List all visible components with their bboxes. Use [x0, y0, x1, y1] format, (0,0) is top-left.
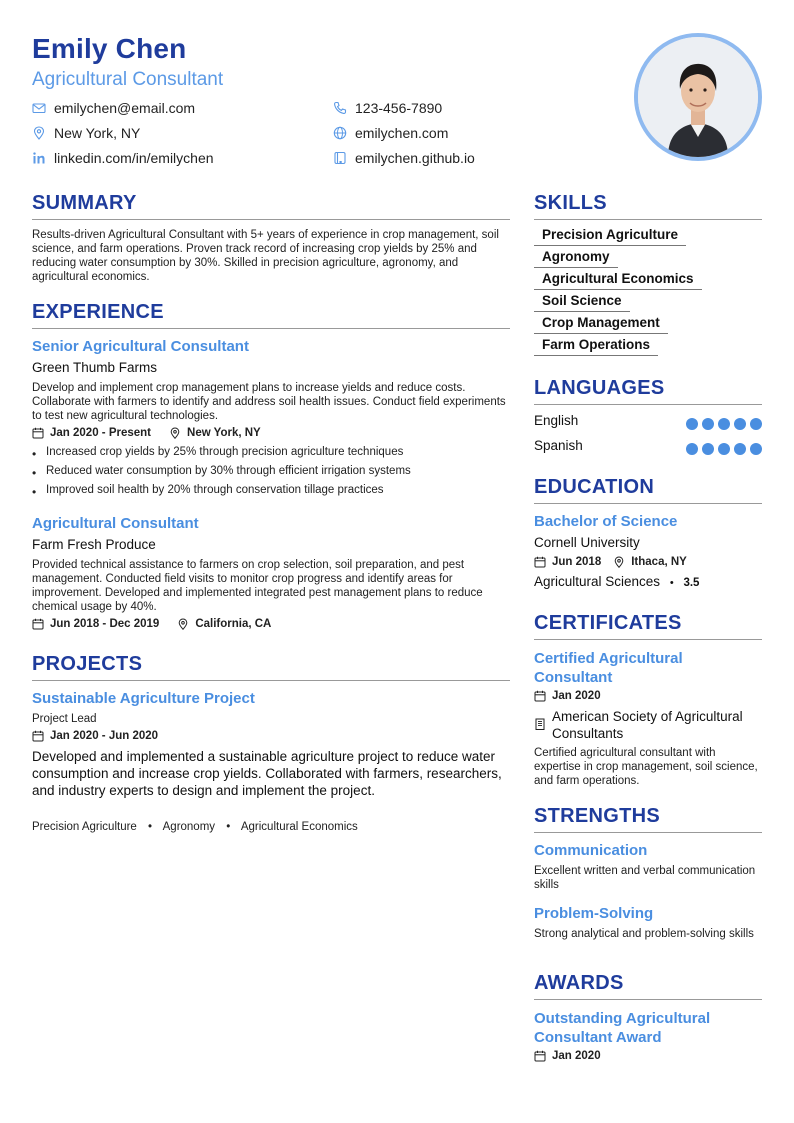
language-name: Spanish [534, 438, 583, 453]
location-pin-icon [177, 618, 189, 630]
certificates-divider [534, 639, 762, 640]
strength-title: Communication [534, 842, 648, 859]
job-company: Green Thumb Farms [32, 360, 158, 375]
degree: Bachelor of Science [534, 513, 678, 530]
job-company: Farm Fresh Produce [32, 537, 156, 552]
skill-tag: Crop Management [534, 314, 668, 334]
project-title: Sustainable Agriculture Project [32, 690, 255, 707]
job-bullet: • Improved soil health by 20% through conservation tillage practices [32, 484, 384, 496]
strengths-heading: STRENGTHS [534, 805, 661, 827]
projects-divider [32, 680, 510, 681]
job-title: Senior Agricultural Consultant [32, 338, 249, 355]
contact-location: New York, NY [32, 125, 140, 141]
building-icon [534, 718, 546, 730]
certificate-title: Certified Agricultural Consultant [534, 650, 683, 686]
level-dot [734, 443, 746, 455]
strength-text: Strong analytical and problem-solving skills [534, 928, 754, 940]
level-dot [702, 443, 714, 455]
level-dot [718, 443, 730, 455]
calendar-icon [32, 730, 44, 742]
strength-text: Excellent written and verbal communication skills [534, 865, 756, 891]
location-pin-icon [32, 126, 46, 140]
certificate-issuer: American Society of Agricultural Consultants [534, 708, 752, 742]
job-meta: Jan 2020 - Present New York, NY [32, 427, 261, 439]
repository-icon [333, 151, 347, 165]
contact-github[interactable]: emilychen.github.io [333, 150, 475, 166]
job-title: Agricultural Consultant [32, 515, 199, 532]
project-role: Project Lead [32, 713, 97, 725]
project-meta: Jan 2020 - Jun 2020 [32, 730, 158, 742]
certificates-heading: CERTIFICATES [534, 612, 682, 634]
calendar-icon [32, 427, 44, 439]
globe-icon [333, 126, 347, 140]
experience-divider [32, 328, 510, 329]
languages-heading: LANGUAGES [534, 377, 665, 399]
project-tag: Precision Agriculture [32, 821, 137, 833]
job-bullet: • Increased crop yields by 25% through precision agriculture techniques [32, 446, 403, 458]
calendar-icon [534, 1050, 546, 1062]
location-pin-icon [169, 427, 181, 439]
education-divider [534, 503, 762, 504]
profile-photo [634, 33, 762, 161]
mail-icon [32, 101, 46, 115]
school: Cornell University [534, 535, 640, 550]
job-bullet: • Reduced water consumption by 30% through efficient irrigation systems [32, 465, 411, 477]
level-dot [750, 443, 762, 455]
calendar-icon [32, 618, 44, 630]
skill-tag: Agronomy [534, 248, 618, 268]
skill-tag: Farm Operations [534, 336, 658, 356]
skill-tag: Agricultural Economics [534, 270, 702, 290]
project-tags: Precision Agriculture • Agronomy • Agricultural Economics [32, 821, 358, 833]
candidate-name: Emily Chen [32, 33, 187, 64]
award-title: Outstanding Agricultural Consultant Award [534, 1010, 711, 1046]
job-description: Provided technical assistance to farmers on crop selection, soil preparation, and pest management. Conducted field visits to monitor crop progress and identify areas for improvement. Developed and implemented integrated pest management plans to reduce chemical usage by 40%. [32, 559, 483, 613]
award-date: Jan 2020 [534, 1050, 601, 1062]
language-level [682, 418, 762, 430]
projects-heading: PROJECTS [32, 653, 143, 675]
project-description: Developed and implemented a sustainable agriculture project to reduce water consumption and increase crop yields. Collaborated with farmers, researchers, and industry experts to design and implement the project. [32, 749, 502, 798]
project-tag: Agricultural Economics [240, 821, 358, 833]
contact-website[interactable]: emilychen.com [333, 125, 448, 141]
calendar-icon [534, 690, 546, 702]
summary-heading: SUMMARY [32, 192, 137, 214]
education-field: Agricultural Sciences • 3.5 [534, 574, 700, 589]
level-dot [718, 418, 730, 430]
summary-divider [32, 219, 510, 220]
linkedin-icon [32, 151, 46, 165]
skill-tag: Soil Science [534, 292, 630, 312]
level-dot [734, 418, 746, 430]
level-dot [702, 418, 714, 430]
location-pin-icon [613, 556, 625, 568]
contact-linkedin[interactable]: linkedin.com/in/emilychen [32, 150, 214, 166]
skills-heading: SKILLS [534, 192, 607, 214]
job-meta: Jun 2018 - Dec 2019 California, CA [32, 618, 271, 630]
awards-heading: AWARDS [534, 972, 624, 994]
level-dot [686, 443, 698, 455]
experience-heading: EXPERIENCE [32, 301, 164, 323]
level-dot [686, 418, 698, 430]
calendar-icon [534, 556, 546, 568]
skill-tag: Precision Agriculture [534, 226, 686, 246]
certificate-date: Jan 2020 [534, 690, 601, 702]
job-description: Develop and implement crop management plans to increase yields and reduce costs. Collaborate with farmers to identify and address soil health issues. Conduct field experiments to test new agricultural technologies. [32, 382, 506, 422]
strengths-divider [534, 832, 762, 833]
strength-title: Problem-Solving [534, 905, 654, 922]
certificate-description: Certified agricultural consultant with expertise in crop management, soil science, and farm operations. [534, 747, 758, 787]
candidate-title: Agricultural Consultant [32, 69, 224, 90]
language-level [682, 443, 762, 455]
gpa: 3.5 [683, 577, 700, 589]
education-heading: EDUCATION [534, 476, 655, 498]
language-name: English [534, 413, 579, 428]
contact-email[interactable]: emilychen@email.com [32, 100, 195, 116]
education-meta: Jun 2018 Ithaca, NY [534, 556, 687, 568]
project-tag: Agronomy [162, 821, 216, 833]
level-dot [750, 418, 762, 430]
contact-phone[interactable]: 123-456-7890 [333, 100, 442, 116]
awards-divider [534, 999, 762, 1000]
languages-divider [534, 404, 762, 405]
summary-text: Results-driven Agricultural Consultant with 5+ years of experience in crop management, soil science, and farm operations. Proven track record of increasing crop yields by 25% and reducing water consumption by 30%. Skilled in precision agriculture, agronomy, and agricultural economics. [32, 229, 499, 283]
phone-icon [333, 101, 347, 115]
skills-divider [534, 219, 762, 220]
